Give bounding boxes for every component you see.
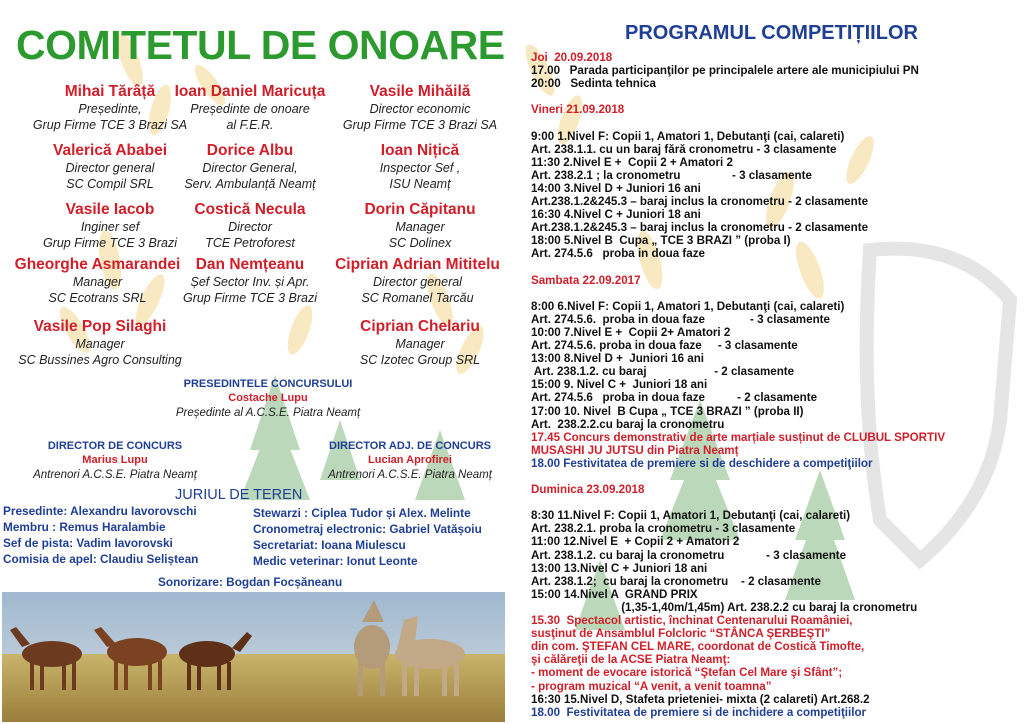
program-line: din com. ŞTEFAN CEL MARE, coordonat de Costică Timofte, [531,640,865,654]
committee-member [160,256,340,306]
program-line: 9:00 1.Nivel F: Copii 1, Amatori 1, Debutanţi (cai, calareti) [531,129,845,143]
member-name: Ciprian Adrian Mititelu [335,256,500,273]
jury-item: Comisia de apel: Claudiu Seliștean [3,552,199,566]
program-line: (1,35-1,40m/1,45m) Art. 238.2.2 cu baraj la cronometru [531,600,918,614]
committee-member [160,201,340,251]
program-line: Sambata 22.09.2017 [531,273,641,287]
program-line [531,90,945,103]
director-name: Marius Lupu [82,454,148,466]
program-line: 8:30 11.Nivel F: Copii 1, Amatori 1, Debutanţi (cai, calareti) [531,509,851,523]
director-role: Antrenori A.C.S.E. Piatra Neamț [33,469,197,481]
member-organization: SC Compil SRL [66,177,154,191]
jury-title: JURIUL DE TEREN [175,487,303,503]
program-line: 15.30 Spectacol artistic, închinat Centenarului Roamâniei, [531,614,853,628]
member-name: Dorice Albu [206,142,294,159]
member-role: Director [228,220,272,234]
member-name: Ciprian Chelariu [360,318,480,335]
member-role: Președinte de onoare [190,102,310,116]
program-line [531,287,945,300]
program-line: 8:00 6.Nivel F: Copii 1, Amatori 1, Debutanţi (cai, calareti) [531,299,845,313]
member-organization: TCE Petroforest [205,236,295,250]
program-line: MUSASHI JU JUTSU din Piatra Neamț [531,443,739,457]
member-role: Director general [373,275,462,289]
president-title: PRESEDINTELE CONCURSULUI [183,378,353,390]
member-organization: Serv. Ambulanță Neamț [184,177,316,191]
member-organization: Grup Firme TCE 3 Brazi SA [342,118,498,132]
president-role: Președinte al A.C.S.E. Piatra Neamț [175,407,361,419]
member-role: Manager [75,337,125,351]
jury-item: Medic veterinar: Ionut Leonte [253,554,418,568]
program-line: Vineri 21.09.2018 [531,103,625,117]
member-name: Costică Necula [194,201,306,218]
director-adj-title: DIRECTOR ADJ. DE CONCURS [329,440,491,452]
member-organization: SC Izotec Group SRL [359,353,481,367]
member-role: Președinte, [78,102,142,116]
committee-member [320,256,515,306]
member-organization: SC Dolinex [388,236,452,250]
member-name: Vasile Mihăilă [369,83,471,100]
director-adj-name: Lucian Aprofirei [368,454,452,466]
program-line: Art.238.1.2&245.3 – baraj inclus la cronometru - 2 clasamente [531,221,869,235]
jury-right-list [253,505,482,569]
program-line: 16:30 15.Nivel D, Stafeta prieteniei- mixta (2 calareti) Art.268.2 [531,692,870,706]
member-name: Vasile Pop Silaghi [33,318,167,335]
program-line: Art. 238.2.1. proba la cronometru - 3 clasamente [531,522,796,536]
program-line [531,261,945,274]
sound-credit: Sonorizare: Bogdan Focșăneanu [158,575,343,589]
committee-member [160,83,340,133]
program-line: Art. 274.5.6 proba in doua faze - 2 clasamente [531,391,818,405]
member-name: Mihai Tărâță [64,83,156,100]
program-line: Art. 238.1.2. cu baraj la cronometru - 3 clasamente [531,548,847,562]
program-line: 13:00 8.Nivel D + Juniori 16 ani [531,352,705,366]
horses-photo [2,592,505,722]
jury-item: Sef de pista: Vadim Iavorovski [3,536,173,550]
member-organization: SC Ecotrans SRL [48,291,147,305]
program-line [531,116,945,129]
program-line: - program muzical “A venit, a venit toamna” [531,679,772,693]
member-role: Șef Sector Inv. și Apr. [190,275,310,289]
program-line: 15:00 9. Nivel C + Juniori 18 ani [531,378,708,392]
program-line: şi călăreţii de la ACSE Piatra Neamţ: [531,653,731,667]
program-line: Art. 238.2.2.cu baraj la cronometru [531,417,725,431]
member-role: Manager [72,275,123,289]
member-name: Valerică Ababei [52,142,168,159]
program-line: 13:00 13.Nivel C + Juniori 18 ani [531,561,708,575]
program-line: 10:00 7.Nivel E + Copii 2+ Amatori 2 [531,325,731,339]
program-line [531,470,945,483]
member-organization: al F.E.R. [226,118,274,132]
program-list [531,51,945,719]
jury-item: Membru : Remus Haralambie [3,520,166,534]
committee-member [330,83,510,133]
president-name: Costache Lupu [228,392,308,404]
jury-item: Secretariat: Ioana Miulescu [253,538,406,552]
director-adj-role: Antrenori A.C.S.E. Piatra Neamț [328,469,492,481]
program-line: 11:00 12.Nivel E + Copii 2 + Amatori 2 [531,535,740,549]
member-organization: ISU Neamț [389,177,451,191]
program-line: 15:00 14.Nivel A GRAND PRIX [531,587,698,601]
jury-item: Presedinte: Alexandru Iavorovschi [3,504,197,518]
director-title: DIRECTOR DE CONCURS [47,440,183,452]
program-line: 18.00 Festivitatea de premiere si de inchidere a competiţiilor [531,705,867,719]
program-line: Art. 238.1.1. cu un baraj fără cronometru - 3 clasamente [531,142,837,156]
program-line: 18.00 Festivitatea de premiere si de deschidere a competiţiilor [531,456,873,470]
program-line: Art. 238.1.2; cu baraj la cronometru - 2 clasamente [531,574,821,588]
member-organization: Grup Firme TCE 3 Brazi [182,291,318,305]
program-line: - moment de evocare istorică “Ştefan Cel Mare şi Sfânt”; [531,666,843,680]
program-line [531,496,945,509]
program-line: 18:00 5.Nivel B Cupa „ TCE 3 BRAZI ” (proba I) [531,234,791,248]
committee-member [330,318,510,368]
program-line: Joi 20.09.2018 [531,51,613,64]
program-line: 17:00 10. Nivel B Cupa „ TCE 3 BRAZI ” (proba II) [531,404,804,418]
member-role: Director General, [202,161,298,175]
member-organization: SC Romanel Tarcău [361,291,474,305]
jury-item: Stewarzi : Ciplea Tudor și Alex. Melinte [253,506,471,520]
jury-left-list [3,503,198,567]
member-role: Manager [395,220,445,234]
program-line: 17.45 Concurs demonstrativ de arte marțiale susținut de CLUBUL SPORTIV [531,430,946,444]
jury-item: Cronometraj electronic: Gabriel Vatășoiu [253,522,482,536]
member-role: Director general [65,161,155,175]
member-role: Inspector Sef , [379,161,461,175]
program-line: Art.238.1.2&245.3 – baraj inclus la cronometru - 2 clasamente [531,195,869,209]
member-organization: Grup Firme TCE 3 Brazi SA [32,118,188,132]
member-name: Ioan Nițică [380,142,460,159]
program-line: Art. 274.5.6. proba in doua faze - 3 clasamente [531,339,798,353]
member-name: Vasile Iacob [65,201,155,218]
program-line: 17.00 Parada participanţilor pe principalele artere ale municipiului PN [531,64,919,78]
member-name: Dan Nemțeanu [195,256,305,273]
program-line: Art. 274.5.6 proba in doua faze [531,247,705,261]
program-line: 20:00 Sedinta tehnica [531,77,657,91]
program-line: 11:30 2.Nivel E + Copii 2 + Amatori 2 [531,155,733,169]
program-line: Art. 238.1.2. cu baraj - 2 clasamente [531,365,795,379]
program-line: susţinut de Ansamblul Folcloric “STÂNCA ŞERBEŞTI” [531,627,831,641]
member-role: Manager [395,337,445,351]
committee-member [330,201,510,251]
member-organization: Grup Firme TCE 3 Brazi [42,236,178,250]
committee-member [330,142,510,192]
member-name: Dorin Căpitanu [364,201,476,218]
program-title: PROGRAMUL COMPETIȚIILOR [625,22,918,44]
member-organization: SC Bussines Agro Consulting [18,353,182,367]
program-line: Art. 274.5.6. proba in doua faze - 3 clasamente [531,312,830,326]
committee-member [160,142,340,192]
member-name: Ioan Daniel Maricuța [174,83,326,100]
member-role: Director economic [369,102,471,116]
program-line: Duminica 23.09.2018 [531,483,645,497]
committee-member [0,318,200,368]
program-line: Art. 238.2.1 ; la cronometru - 3 clasamente [531,168,812,182]
program-line: 14:00 3.Nivel D + Juniori 16 ani [531,181,701,195]
page-title: COMITETUL DE ONOARE [16,22,505,68]
member-name: Gheorghe Asmarandei [14,256,181,273]
member-role: Inginer sef [80,220,140,234]
program-line: 16:30 4.Nivel C + Juniori 18 ani [531,208,701,222]
